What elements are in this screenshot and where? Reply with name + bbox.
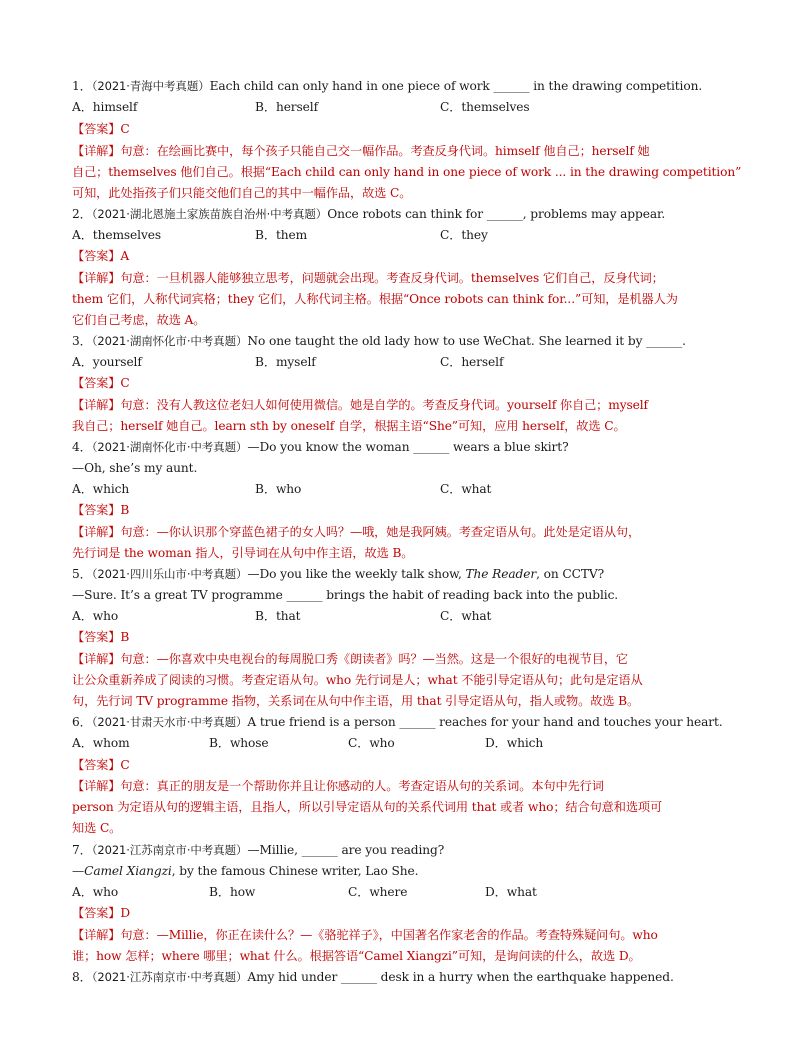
option-a: A．themselves xyxy=(72,228,162,242)
question-1-stem: 1．（2021·青海中考真题）Each child can only hand in one piece of work ______ in the drawing competition. xyxy=(72,79,703,93)
question-7-stem: 7．（2021·江苏南京市·中考真题）—Millie, ______ are you reading? xyxy=(72,843,445,857)
answer-2: 【答案】A xyxy=(72,249,130,263)
explanation-4-line-2: 先行词是 the woman 指人，引导词在从句中作主语，故选 B。 xyxy=(72,546,414,560)
explanation-1-line-2: 自己；themselves 他们自己。根据“Each child can only hand in one piece of work ... in the drawing competition” xyxy=(72,165,742,179)
option-d: D．what xyxy=(485,885,537,899)
explanation-6-line-1: 【详解】句意：真正的朋友是一个帮助你并且让你感动的人。考查定语从句的关系词。本句中先行词 xyxy=(72,779,604,793)
option-c: C．where xyxy=(348,885,408,899)
option-b: B．who xyxy=(255,482,302,496)
question-3-stem: 3．（2021·湖南怀化市·中考真题）No one taught the old lady how to use WeChat. She learned it by ______. xyxy=(72,334,686,348)
option-a: A．yourself xyxy=(72,355,142,369)
explanation-2-line-1: 【详解】句意：一旦机器人能够独立思考，问题就会出现。考查反身代词。themselves 它们自己，反身代词； xyxy=(72,271,664,285)
explanation-5-line-2: 让公众重新养成了阅读的习惯。考查定语从句。who 先行词是人；what 不能引导定语从句；此句是定语从 xyxy=(72,673,643,687)
answer-5: 【答案】B xyxy=(72,630,130,644)
option-b: B．herself xyxy=(255,100,319,114)
option-a: A．who xyxy=(72,609,119,623)
answer-4: 【答案】B xyxy=(72,503,130,517)
question-5-reply: —Sure. It’s a great TV programme ______ brings the habit of reading back into the public. xyxy=(72,588,619,602)
option-a: A．which xyxy=(72,482,130,496)
explanation-2-line-3: 它们自己考虑，故选 A。 xyxy=(72,313,206,327)
option-a: A．whom xyxy=(72,736,130,750)
question-8-stem: 8．（2021·江苏南京市·中考真题）Amy hid under ______ desk in a hurry when the earthquake happened. xyxy=(72,970,674,984)
option-b: B．them xyxy=(255,228,308,242)
option-c: C．they xyxy=(440,228,488,242)
answer-6: 【答案】C xyxy=(72,758,130,772)
answer-7: 【答案】D xyxy=(72,906,131,920)
option-b: B．how xyxy=(209,885,256,899)
option-b: B．that xyxy=(255,609,301,623)
option-c: C．what xyxy=(440,609,492,623)
explanation-6-line-2: person 为定语从句的逻辑主语，且指人，所以引导定语从句的关系代词用 that 或者 who；结合句意和选项可 xyxy=(72,800,663,814)
explanation-3-line-1: 【详解】句意：没有人教这位老妇人如何使用微信。她是自学的。考查反身代词。yourself 你自己；myself xyxy=(72,398,648,412)
question-4-stem: 4．（2021·湖南怀化市·中考真题）—Do you know the woman ______ wears a blue skirt? xyxy=(72,440,569,454)
explanation-2-line-2: them 它们，人称代词宾格；they 它们，人称代词主格。根据“Once robots can think for...”可知，是机器人为 xyxy=(72,292,678,306)
answer-1: 【答案】C xyxy=(72,122,130,136)
option-c: C．herself xyxy=(440,355,504,369)
explanation-7-line-1: 【详解】句意：—Millie，你正在读什么？—《骆驼祥子》，中国著名作家老舍的作品。考查特殊疑问句。who xyxy=(72,928,658,942)
question-4-reply: —Oh, she’s my aunt. xyxy=(72,461,198,475)
explanation-5-line-1: 【详解】句意：—你喜欢中央电视台的每周脱口秀《朗读者》吗？—当然。这是一个很好的电视节目，它 xyxy=(72,652,629,666)
explanation-5-line-3: 句，先行词 TV programme 指物，关系词在从句中作主语，用 that 引导定语从句，指人或物。故选 B。 xyxy=(72,694,640,708)
option-d: D．which xyxy=(485,736,544,750)
question-6-stem: 6．（2021·甘肃天水市·中考真题）A true friend is a person ______ reaches for your hand and touches your heart. xyxy=(72,715,723,729)
answer-3: 【答案】C xyxy=(72,376,130,390)
explanation-1-line-1: 【详解】句意：在绘画比赛中，每个孩子只能自己交一幅作品。考查反身代词。himself 他自己；herself 她 xyxy=(72,144,650,158)
explanation-7-line-2: 谁；how 怎样；where 哪里；what 什么。根据答语“Camel Xiangzi”可知，是询问读的什么，故选 D。 xyxy=(72,949,641,963)
option-c: C．what xyxy=(440,482,492,496)
option-c: C．themselves xyxy=(440,100,530,114)
option-c: C．who xyxy=(348,736,395,750)
question-7-reply: —Camel Xiangzi, by the famous Chinese writer, Lao She. xyxy=(72,864,419,878)
option-a: A．who xyxy=(72,885,119,899)
option-b: B．whose xyxy=(209,736,269,750)
question-2-stem: 2．（2021·湖北恩施土家族苗族自治州·中考真题）Once robots can think for ______, problems may appear. xyxy=(72,207,666,221)
explanation-1-line-3: 可知，此处指孩子们只能交他们自己的其中一幅作品，故选 C。 xyxy=(72,186,412,200)
option-b: B．myself xyxy=(255,355,316,369)
question-5-stem: 5．（2021·四川乐山市·中考真题）—Do you like the weekly talk show, The Reader, on CCTV? xyxy=(72,567,605,581)
explanation-6-line-3: 知选 C。 xyxy=(72,821,122,835)
option-a: A．himself xyxy=(72,100,138,114)
explanation-3-line-2: 我自己；herself 她自己。learn sth by oneself 自学，根据主语“She”可知，应用 herself，故选 C。 xyxy=(72,419,626,433)
explanation-4-line-1: 【详解】句意：—你认识那个穿蓝色裙子的女人吗？—哦，她是我阿姨。考查定语从句。此处是定语从句， xyxy=(72,525,641,539)
